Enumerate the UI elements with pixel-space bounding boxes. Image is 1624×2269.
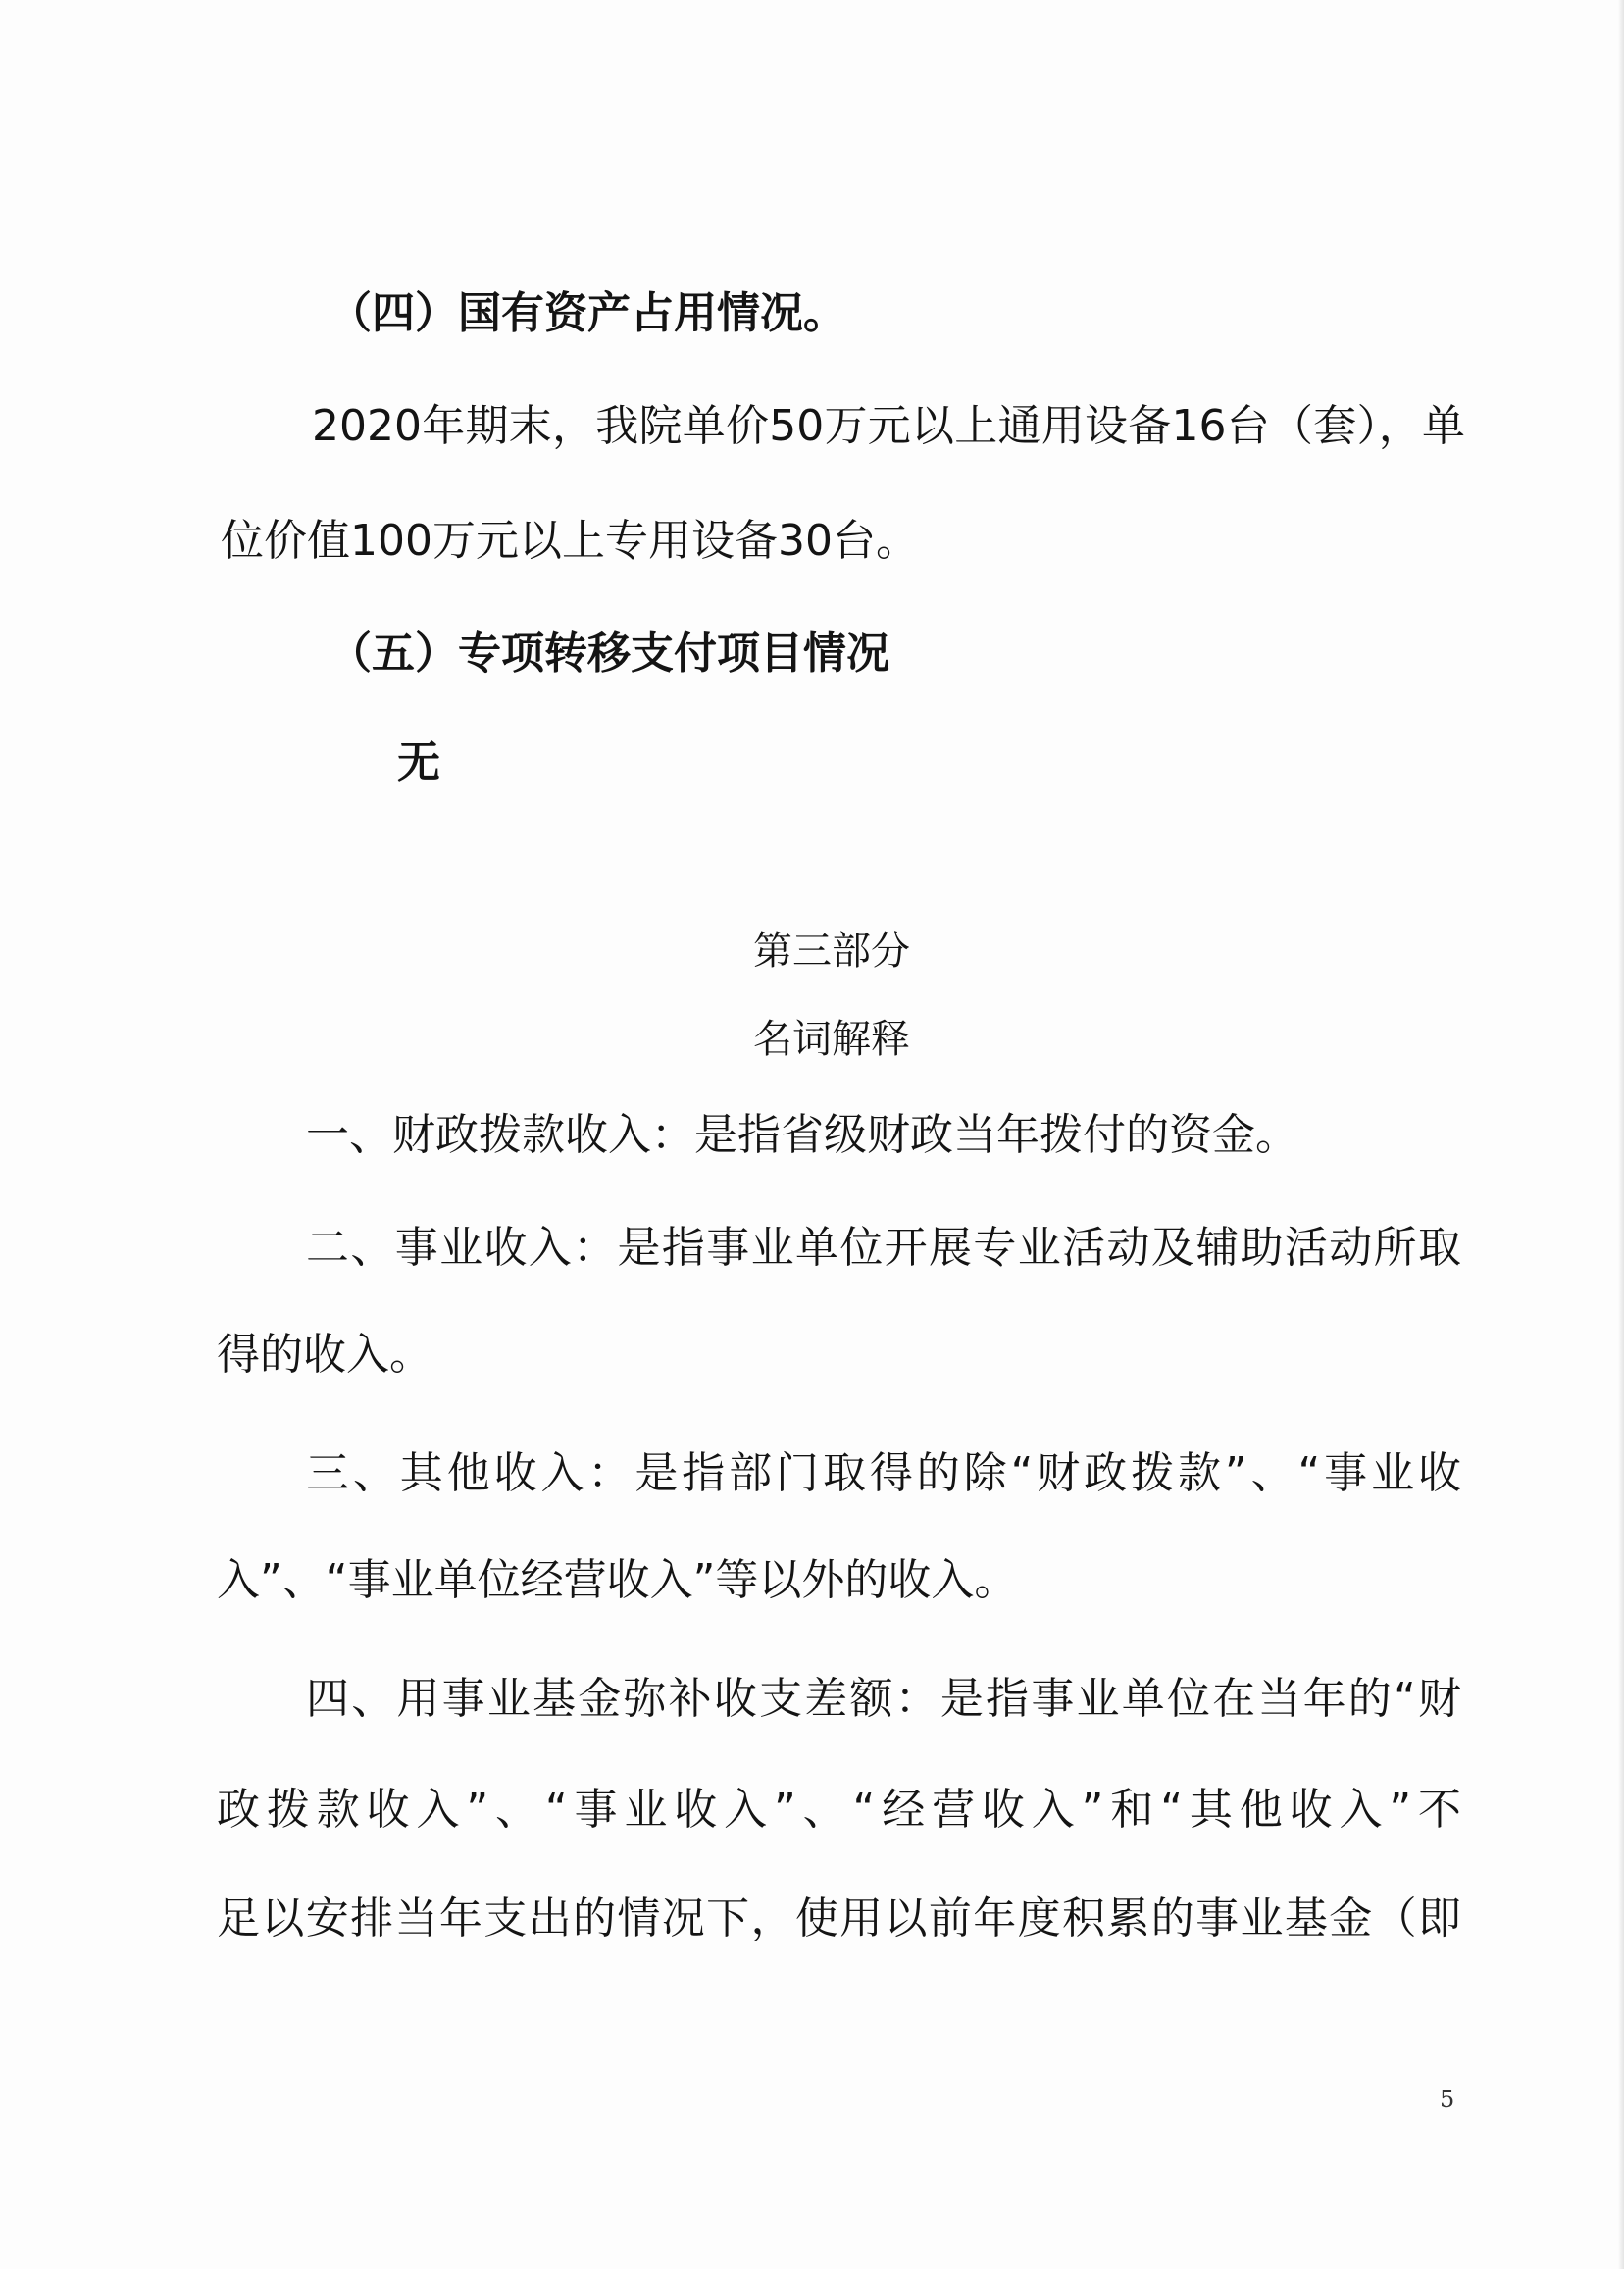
definition-item-4-line2: 政拨款收入”、“事业收入”、“经营收入”和“其他收入”不 <box>217 1785 1461 1835</box>
definition-item-4-line3: 足以安排当年支出的情况下，使用以前年度积累的事业基金（即 <box>217 1893 1461 1943</box>
definition-item-3-line2: 入”、“事业单位经营收入”等以外的收入。 <box>217 1555 1018 1605</box>
part-title: 第三部分 <box>753 929 910 974</box>
page-number: 5 <box>1440 2086 1455 2113</box>
definition-item-2-line2: 得的收入。 <box>217 1330 432 1380</box>
definition-item-4-line1: 四、用事业基金弥补收支差额：是指事业单位在当年的“财 <box>306 1674 1461 1724</box>
page-edge-shadow <box>1618 0 1624 2269</box>
definition-item-2-line1: 二、事业收入：是指事业单位开展专业活动及辅助活动所取 <box>306 1223 1461 1273</box>
section4-paragraph-line1: 2020年期末，我院单价50万元以上通用设备16台（套），单 <box>312 401 1465 451</box>
section4-heading: （四）国有资产占用情况。 <box>329 288 846 338</box>
definition-item-1: 一、财政拨款收入：是指省级财政当年拨付的资金。 <box>306 1110 1298 1160</box>
part-subtitle: 名词解释 <box>753 1017 910 1062</box>
section5-heading: （五）专项转移支付项目情况 <box>329 629 889 679</box>
section4-paragraph-line2: 位价值100万元以上专用设备30台。 <box>221 516 919 566</box>
section5-body: 无 <box>397 737 440 787</box>
definition-item-3-line1: 三、其他收入：是指部门取得的除“财政拨款”、“事业收 <box>306 1448 1461 1498</box>
